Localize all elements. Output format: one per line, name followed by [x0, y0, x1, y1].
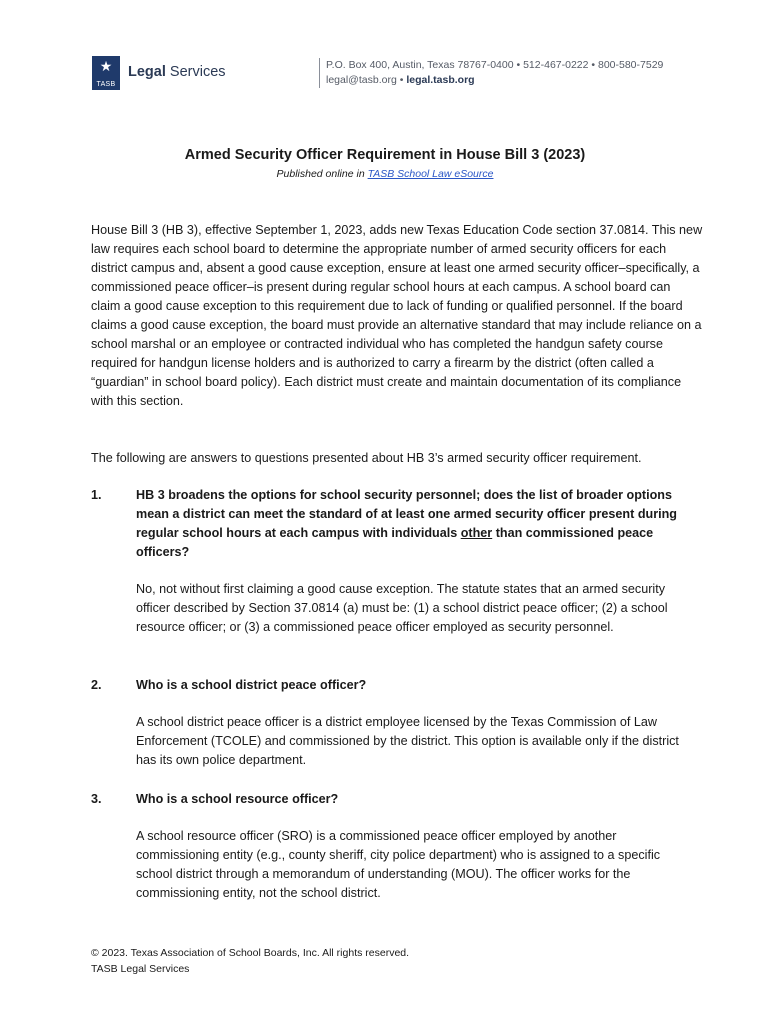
star-icon: ★ [99, 58, 113, 74]
question-1 [91, 486, 681, 562]
question-number: 3. [91, 792, 102, 806]
footer-org: TASB Legal Services [91, 963, 190, 975]
answer-1: No, not without first claiming a good cause exception. The statute states that an armed security officer described by Section 37.0814 (a) must be: (1) a school district peace officer; (2) a school resource officer; or (3) a commissioned peace officer employed as security personnel. [136, 582, 668, 634]
logo-abbr: TASB [96, 81, 116, 88]
answer-3: A school resource officer (SRO) is a commissioned peace officer employed by another commissioning entity (e.g., county sheriff, city police department) who is assigned to a specific school district through a memorandum of understanding (MOU). The officer works for the commissioning entity, not the school district. [136, 829, 661, 900]
copyright: © 2023. Texas Association of School Boards, Inc. All rights reserved. [91, 947, 410, 959]
contact-site: legal.tasb.org [406, 74, 475, 86]
published-prefix: Published online in [276, 168, 368, 180]
question-3 [91, 790, 681, 809]
answer-2: A school district peace officer is a district employee licensed by the Texas Commission of Law Enforcement (TCOLE) and commissioned by the district. This option is available only if the district has its own police department. [136, 715, 679, 767]
document-title: Armed Security Officer Requirement in House Bill 3 (2023) [184, 147, 586, 163]
question-text: Who is a school resource officer? [136, 792, 339, 806]
brand-bold: Legal [128, 64, 166, 80]
question-text: Who is a school district peace officer? [136, 678, 367, 692]
letterhead [92, 52, 710, 92]
tasb-logo [92, 56, 120, 90]
question-text [136, 486, 681, 562]
brand-name [128, 64, 226, 80]
contact-web [326, 73, 663, 88]
question-number: 2. [91, 678, 102, 692]
page-footer [91, 945, 409, 977]
question-text-part: HB 3 broadens the options for school security personnel; does the list of broader options mean a district can meet the standard of at least one armed security officer present during regular school hours at each campus with individuals [136, 488, 677, 540]
intro-paragraph: House Bill 3 (HB 3), effective September 1, 2023, adds new Texas Education Code section 37.0814. This new law requires each school board to determine the appropriate number of armed security officers for each district campus and, absent a good cause exception, ensure at least one armed security officer–specifically, a commissioned peace officer–is present during regular school hours at each campus. A school board can claim a good cause exception to this requirement due to lack of funding or qualified personnel. If the board claims a good cause exception, the board must provide an alternative standard that may include reliance on a school marshal or an employee or contracted individual who has completed the handgun safety course required for handgun license holders and is authorized to carry a firearm by the district (often called a “guardian” in school board policy). Each district must create and maintain documentation of its compliance with this section. [91, 223, 703, 408]
lead-paragraph: The following are answers to questions presented about HB 3’s armed security officer requirement. [91, 451, 642, 465]
question-number: 1. [91, 488, 102, 502]
question-text-part: than commissioned peace officers? [136, 526, 654, 559]
published-line [0, 168, 770, 180]
contact-address: P.O. Box 400, Austin, Texas 78767-0400 • 512-467-0222 • 800-580-7529 [326, 59, 664, 71]
contact-info [319, 58, 663, 88]
question-2 [91, 676, 681, 695]
contact-email: legal@tasb.org [326, 74, 397, 86]
esource-link[interactable]: TASB School Law eSource [367, 168, 494, 180]
brand-light: Services [165, 64, 226, 80]
question-underlined: other [460, 526, 493, 540]
contact-sep: • [396, 74, 407, 86]
